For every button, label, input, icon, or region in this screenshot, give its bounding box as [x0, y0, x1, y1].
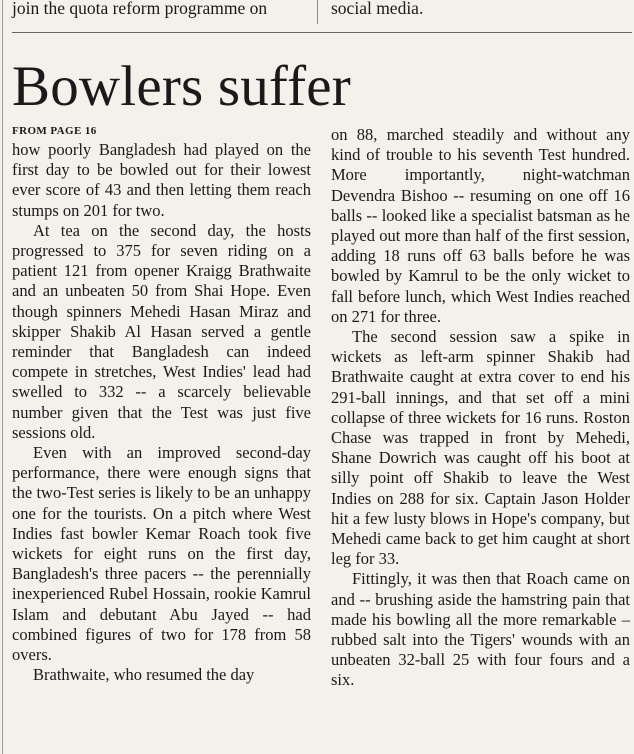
paragraph: Fittingly, it was then that Roach came on and -- brushing aside the hamstring pain that made his bowling all the more remarkable – rubbed salt into the Tigers' wounds with an unbeaten 32-ball 25 with four fours and a six. [331, 569, 630, 690]
paragraph: Brathwaite, who resumed the day [33, 665, 255, 685]
story-separator-rule [12, 32, 632, 33]
column-divider [317, 0, 318, 24]
article-column-left [12, 125, 311, 685]
paragraph: The second session saw a spike in wickets as left-arm spinner Shakib had Brathwaite caught at extra cover to end his 291-ball innings, and that set off a mini collapse of three wickets for 16 runs. Roston Chase was trapped in front by Mehedi, Shane Dowrich was caught off his boot at silly point off Shakib to leave the West Indies on 288 for six. Captain Jason Holder hit a few lusty blows in Hope's company, but Mehedi came back to get him caught at short leg for 33. [331, 327, 630, 569]
paragraph: how poorly Bangladesh had played on the first day to be bowled out for their lowest ever score of 43 and then letting them reach stumps on 201 for two. [12, 140, 311, 220]
previous-story-tail-left: join the quota reform programme on [12, 0, 268, 18]
jump-line: FROM PAGE 16 [12, 125, 97, 137]
previous-story-tail-right: social media. [331, 0, 424, 18]
article-column-right [331, 125, 630, 691]
paragraph: Even with an improved second-day performance, there were enough signs that the two-Test series is likely to be an unhappy one for the tourists. On a pitch where West Indies fast bowler Kemar Roach took five wickets for eight runs on the first day, Bangladesh's three pacers -- the perennially inexperienced Rubel Hossain, rookie Kamrul Islam and debutant Abu Jayed -- had combined figures of two for 178 from 58 overs. [12, 443, 311, 665]
paragraph: on 88, marched steadily and without any kind of trouble to his seventh Test hundred. More importantly, night-watchman Devendra Bishoo -- resuming on one off 16 balls -- looked like a specialist batsman as he played out more than half of the first session, adding 18 runs off 63 balls before he was bowled by Kamrul to be the only wicket to fall before lunch, which West Indies reached on 271 for three. [331, 125, 630, 326]
headline: Bowlers suffer [12, 55, 351, 118]
left-column-border [2, 0, 3, 754]
paragraph: At tea on the second day, the hosts progressed to 375 for seven riding on a patient 121 from opener Kraigg Brathwaite and an unbeaten 50 from Shai Hope. Even though spinners Mehedi Hasan Miraz and skipper Shakib Al Hasan served a gentle reminder that Bangladesh can indeed compete in stretches, West Indies' lead had swelled to 332 -- a scarcely believable number given that the Test was just five sessions old. [12, 220, 311, 442]
